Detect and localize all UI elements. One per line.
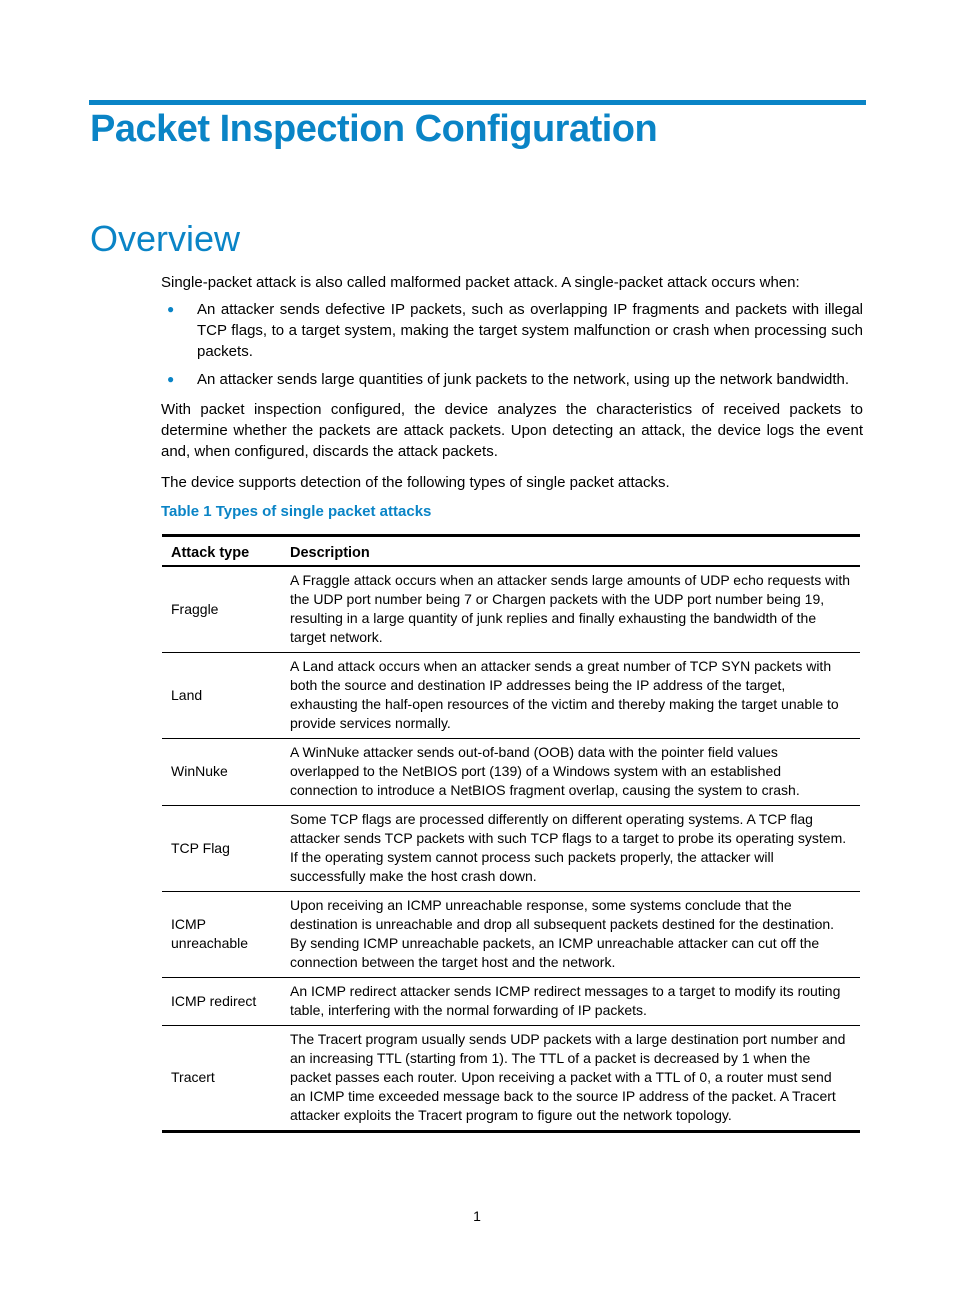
header-attack-type: Attack type [162,536,281,567]
table-row [162,978,860,1026]
cell-description: The Tracert program usually sends UDP packets with a large destination port number and an increasing TTL (starting from 1). The TTL of a packet is decreased by 1 when the packet passes each router. Upon receiving a packet with a TTL of 0, a router must send an ICMP time exceeded message back to the source IP address of the packet. A Tracert attacker exploits the Tracert program to figure out the network topology. [281,1026,860,1132]
table-row [162,739,860,806]
cell-attack-type: Tracert [162,1026,281,1132]
section-title-overview: Overview [90,218,241,259]
intro-paragraph: Single-packet attack is also called malformed packet attack. A single-packet attack occurs when: [161,274,800,291]
cell-description: A Fraggle attack occurs when an attacker sends large amounts of UDP echo requests with the UDP port number being 7 or Chargen packets with the UDP port number being 19, resulting in a large quantity of junk replies and finally exhausting the bandwidth of the target network. [290,572,851,645]
table-row [162,806,860,892]
cell-description: An ICMP redirect attacker sends ICMP redirect messages to a target to modify its routing table, interfering with the normal forwarding of IP packets. [281,978,860,1026]
table-caption: Table 1 Types of single packet attacks [161,503,432,520]
cell-description: A Land attack occurs when an attacker sends a great number of TCP SYN packets with both the source and destination IP addresses being the IP address of the target, exhausting the half-open resources of the victim and thereby making the target unable to provide services normally. [281,653,860,739]
cell-attack-type: TCP Flag [162,806,281,892]
cell-attack-type: Land [162,653,281,739]
list-item-text: An attacker sends defective IP packets, such as overlapping IP fragments and packets with illegal TCP flags, to a target system, making the target system malfunction or crash when processing such packets. [197,301,863,360]
page-number: 1 [473,1208,481,1224]
attack-conditions-list [161,299,863,397]
table-row [162,892,860,978]
table-row [162,566,860,653]
detection-support-paragraph: The device supports detection of the following types of single packet attacks. [161,474,670,491]
top-rule [89,100,866,105]
table-row [162,1026,860,1132]
cell-attack-type: ICMP unreachable [162,892,281,978]
bullet-icon: ● [167,302,175,316]
attack-types-table [162,534,860,1133]
header-description: Description [281,536,860,567]
table-header-row [162,536,860,567]
chapter-title: Packet Inspection Configuration [90,108,658,150]
table-row [162,653,860,739]
cell-description: Some TCP flags are processed differently on different operating systems. A TCP flag attacker sends TCP packets with such TCP flags to a target to probe its operating system. If the operating system cannot process such packets properly, the attacker will successfully make the host crash down. [281,806,860,892]
cell-description: A WinNuke attacker sends out-of-band (OOB) data with the pointer field values overlapped to the NetBIOS port (139) of a Windows system with an established connection to introduce a NetBIOS fragment overlap, causing the system to crash. [281,739,860,806]
cell-attack-type: Fraggle [171,600,219,617]
bullet-icon: ● [167,372,175,386]
cell-attack-type: ICMP redirect [162,978,281,1026]
list-item [161,369,863,390]
cell-attack-type: WinNuke [162,739,281,806]
list-item-text: An attacker sends large quantities of junk packets to the network, using up the network bandwidth. [197,371,850,388]
cell-description: Upon receiving an ICMP unreachable response, some systems conclude that the destination is unreachable and drop all subsequent packets destined for the destination. By sending ICMP unreachable packets, an ICMP unreachable attacker can cut off the connection between the target host and the network. [281,892,860,978]
list-item [161,299,863,362]
packet-inspection-paragraph: With packet inspection configured, the device analyzes the characteristics of received packets to determine whether the packets are attack packets. Upon detecting an attack, the device logs the event and, when configured, discards the attack packets. [161,401,863,460]
